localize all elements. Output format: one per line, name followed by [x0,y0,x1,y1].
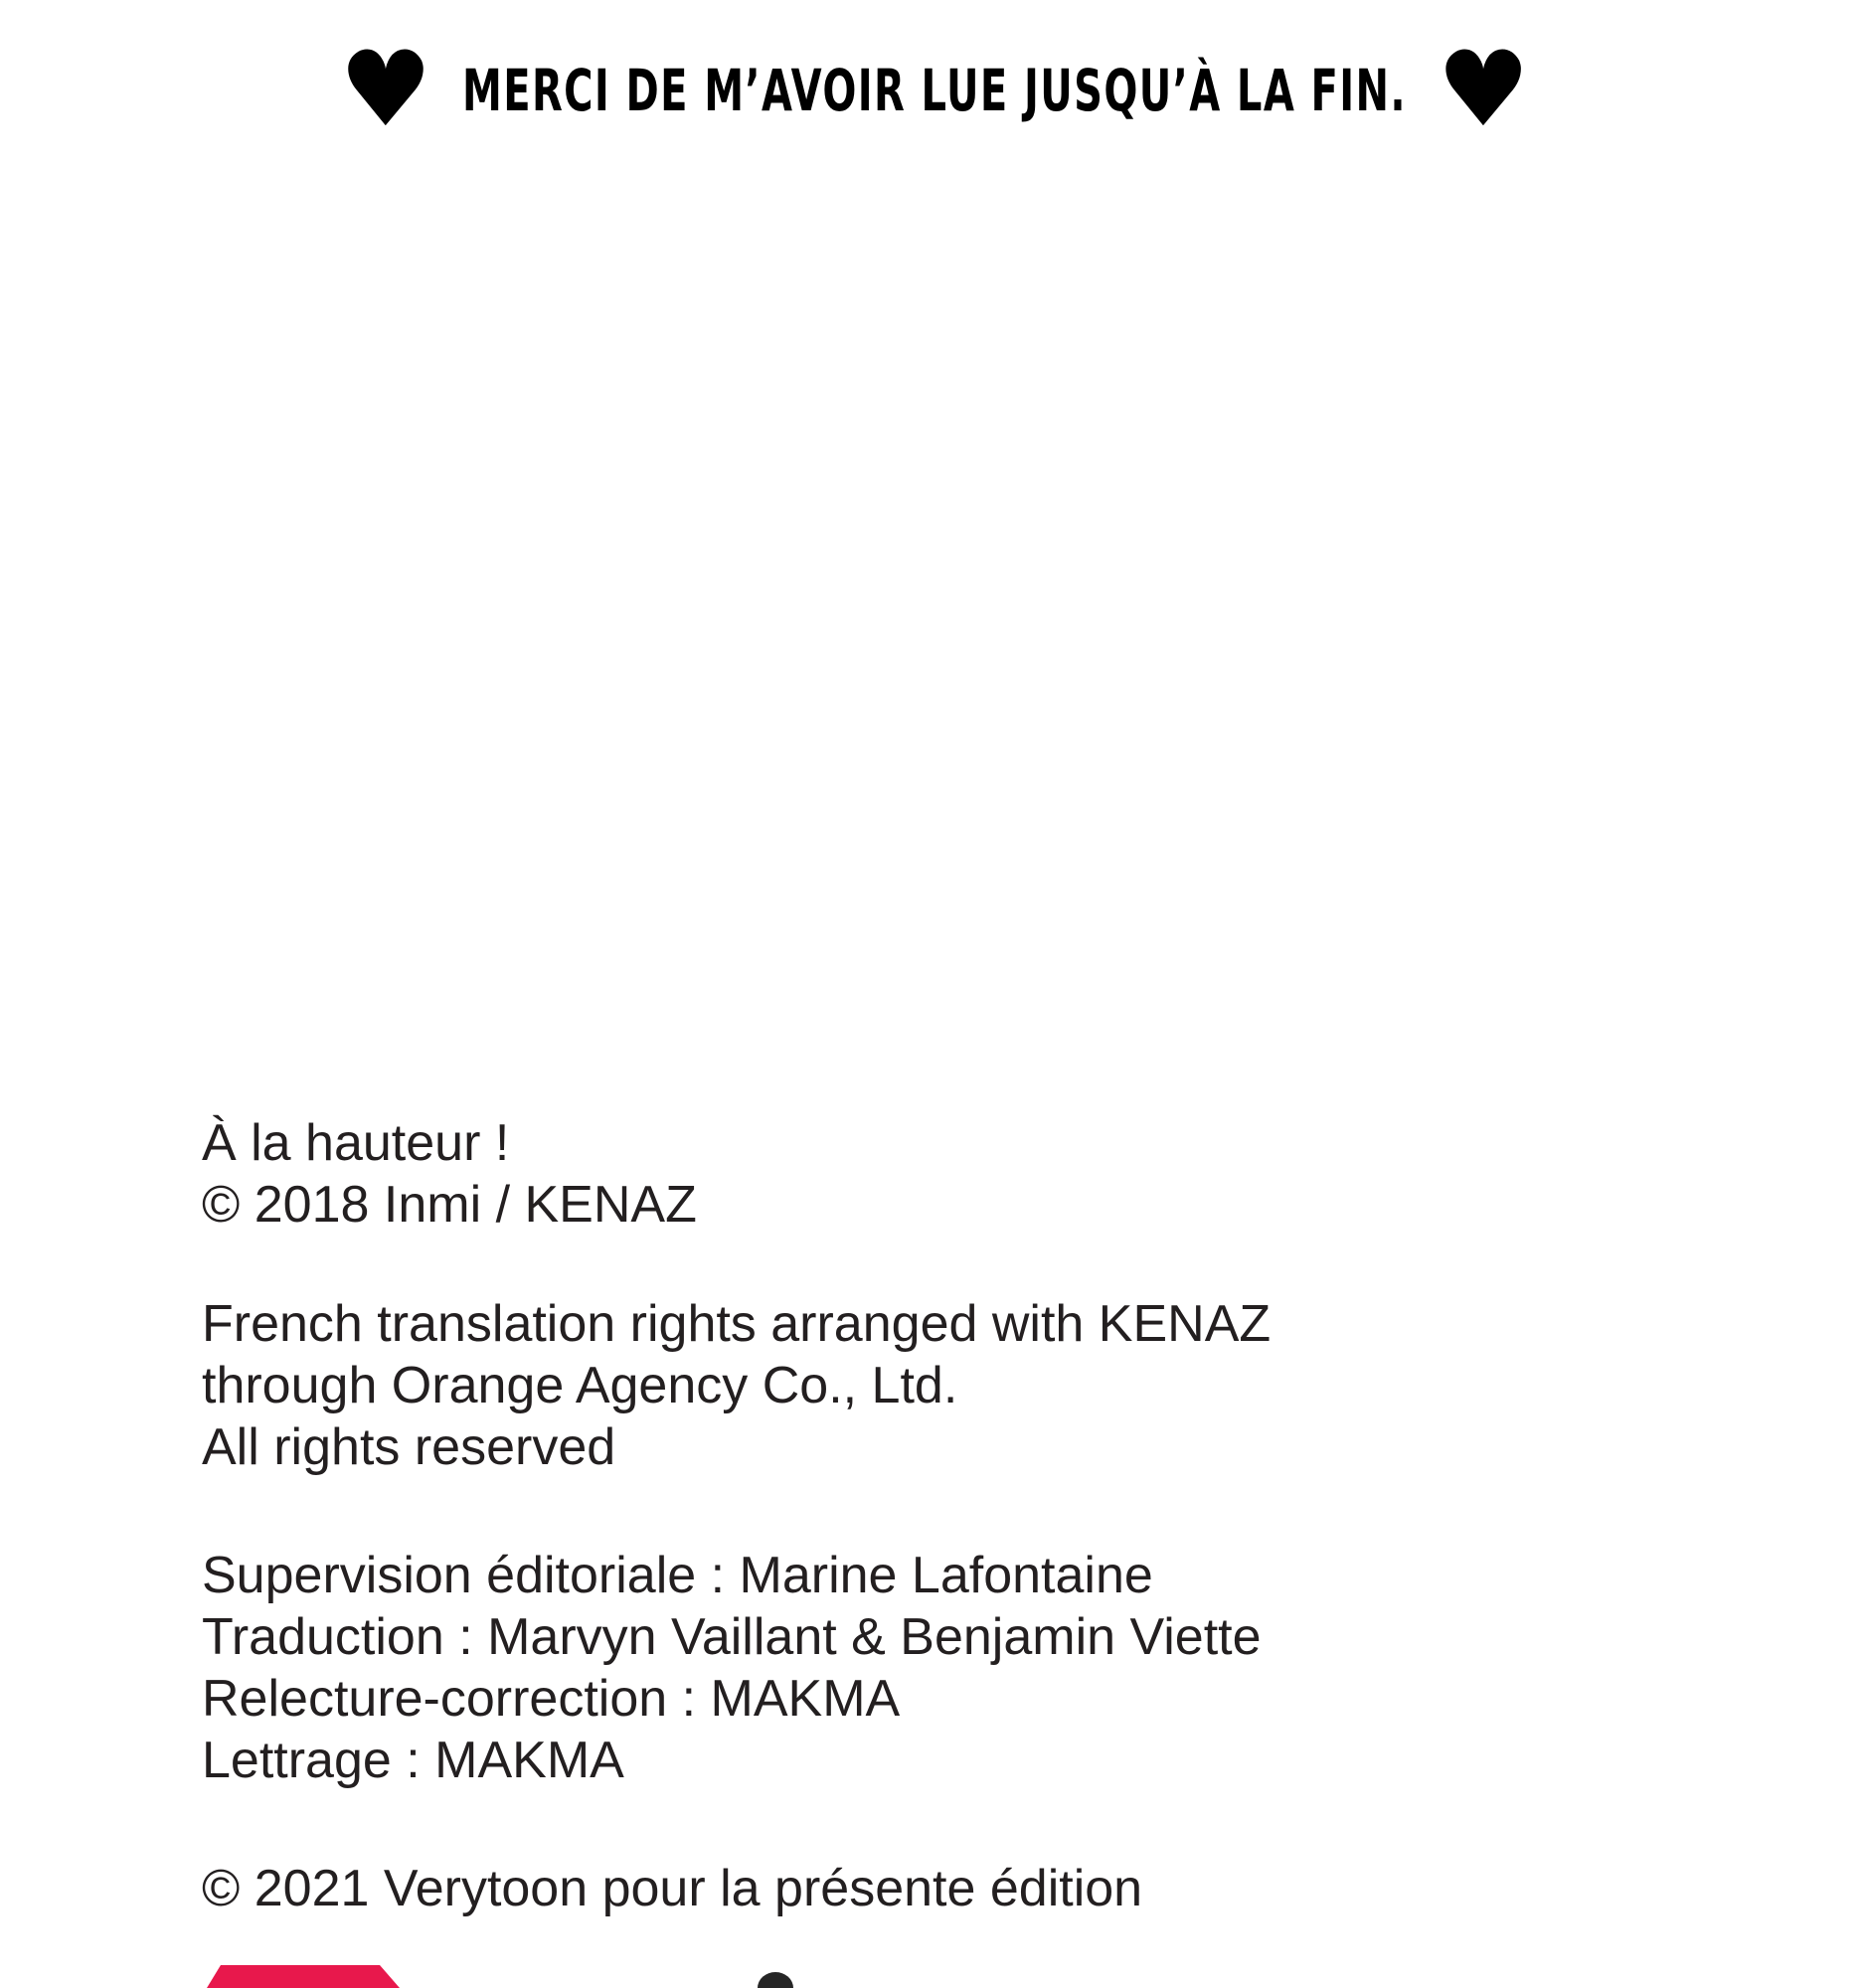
credit-line: Supervision éditoriale : Marine Lafontaine [202,1547,1153,1604]
rights-block [202,1293,1271,1478]
partner-mark-partial [758,1972,793,1988]
verytoon-logo-partial [207,1965,400,1988]
rights-line: All rights reserved [202,1418,616,1476]
thanks-message: MERCI DE M’AVOIR LUE JUSQU’À LA FIN. [462,56,1408,124]
rights-line: French translation rights arranged with KENAZ [202,1295,1272,1353]
credits-block [202,1545,1262,1791]
edition-copyright: © 2021 Verytoon pour la présente édition [202,1860,1143,1917]
original-copyright: © 2018 Inmi / KENAZ [202,1176,697,1234]
heart-icon: ♥ [338,29,432,150]
heart-icon: ♥ [1437,29,1531,150]
edition-block [202,1858,1142,1919]
thanks-message-box [462,56,1407,125]
rights-line: through Orange Agency Co., Ltd. [202,1357,958,1414]
work-title: À la hauteur ! [202,1114,510,1172]
credit-line: Traduction : Marvyn Vaillant & Benjamin Viette [202,1608,1262,1666]
credit-line: Lettrage : MAKMA [202,1732,624,1789]
title-block [202,1112,697,1236]
thanks-banner [0,29,1869,150]
credit-line: Relecture-correction : MAKMA [202,1670,901,1728]
